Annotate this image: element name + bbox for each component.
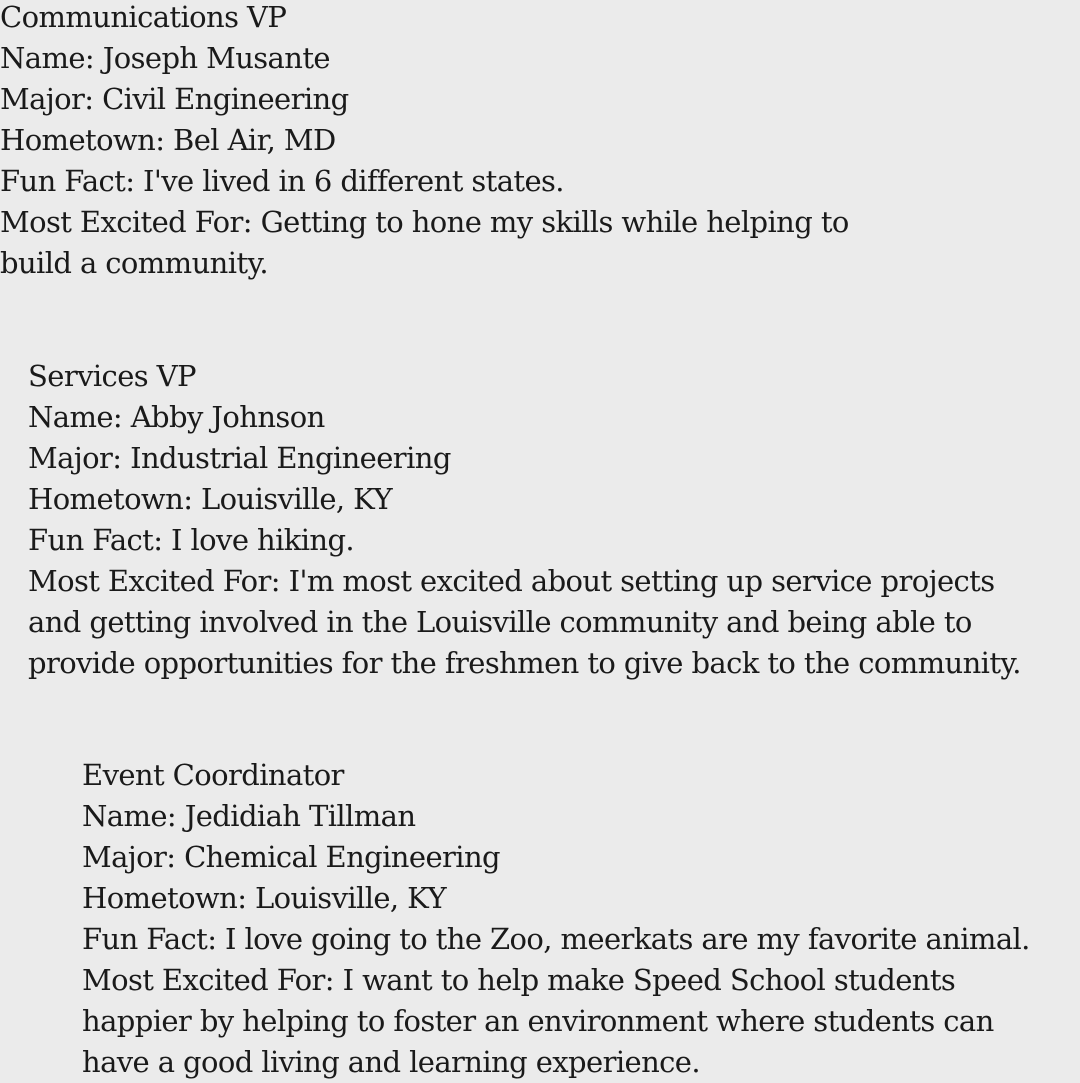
profile-excited-line: build a community. <box>0 246 269 280</box>
profile-major: Major: Industrial Engineering <box>28 441 451 475</box>
profile-fun-fact: Fun Fact: I've lived in 6 different states. <box>0 164 564 198</box>
profile-excited-line: and getting involved in the Louisville community and being able to <box>28 605 972 639</box>
profile-fun-fact: Fun Fact: I love going to the Zoo, meerkats are my favorite animal. <box>82 922 1030 956</box>
profile-name: Name: Jedidiah Tillman <box>82 799 416 833</box>
profile-major: Major: Civil Engineering <box>0 82 349 116</box>
profile-excited-line: provide opportunities for the freshmen to give back to the community. <box>28 646 1021 680</box>
profile-excited-line: have a good living and learning experience. <box>82 1045 700 1079</box>
profile-name: Name: Abby Johnson <box>28 400 325 434</box>
profile-excited-line: Most Excited For: I want to help make Speed School students <box>82 963 956 997</box>
profile-event-coordinator <box>82 755 1030 1083</box>
profile-communications-vp <box>0 0 849 284</box>
profile-hometown: Hometown: Bel Air, MD <box>0 123 336 157</box>
profile-role: Services VP <box>28 359 196 393</box>
profile-major: Major: Chemical Engineering <box>82 840 500 874</box>
profile-role: Communications VP <box>0 0 287 34</box>
profile-fun-fact: Fun Fact: I love hiking. <box>28 523 355 557</box>
profile-excited-line: happier by helping to foster an environment where students can <box>82 1004 994 1038</box>
profile-role: Event Coordinator <box>82 758 344 792</box>
profile-excited-line: Most Excited For: Getting to hone my skills while helping to <box>0 205 849 239</box>
profile-hometown: Hometown: Louisville, KY <box>82 881 447 915</box>
profile-hometown: Hometown: Louisville, KY <box>28 482 393 516</box>
profile-excited-line: Most Excited For: I'm most excited about setting up service projects <box>28 564 995 598</box>
profile-name: Name: Joseph Musante <box>0 41 330 75</box>
profile-services-vp <box>28 356 1021 684</box>
